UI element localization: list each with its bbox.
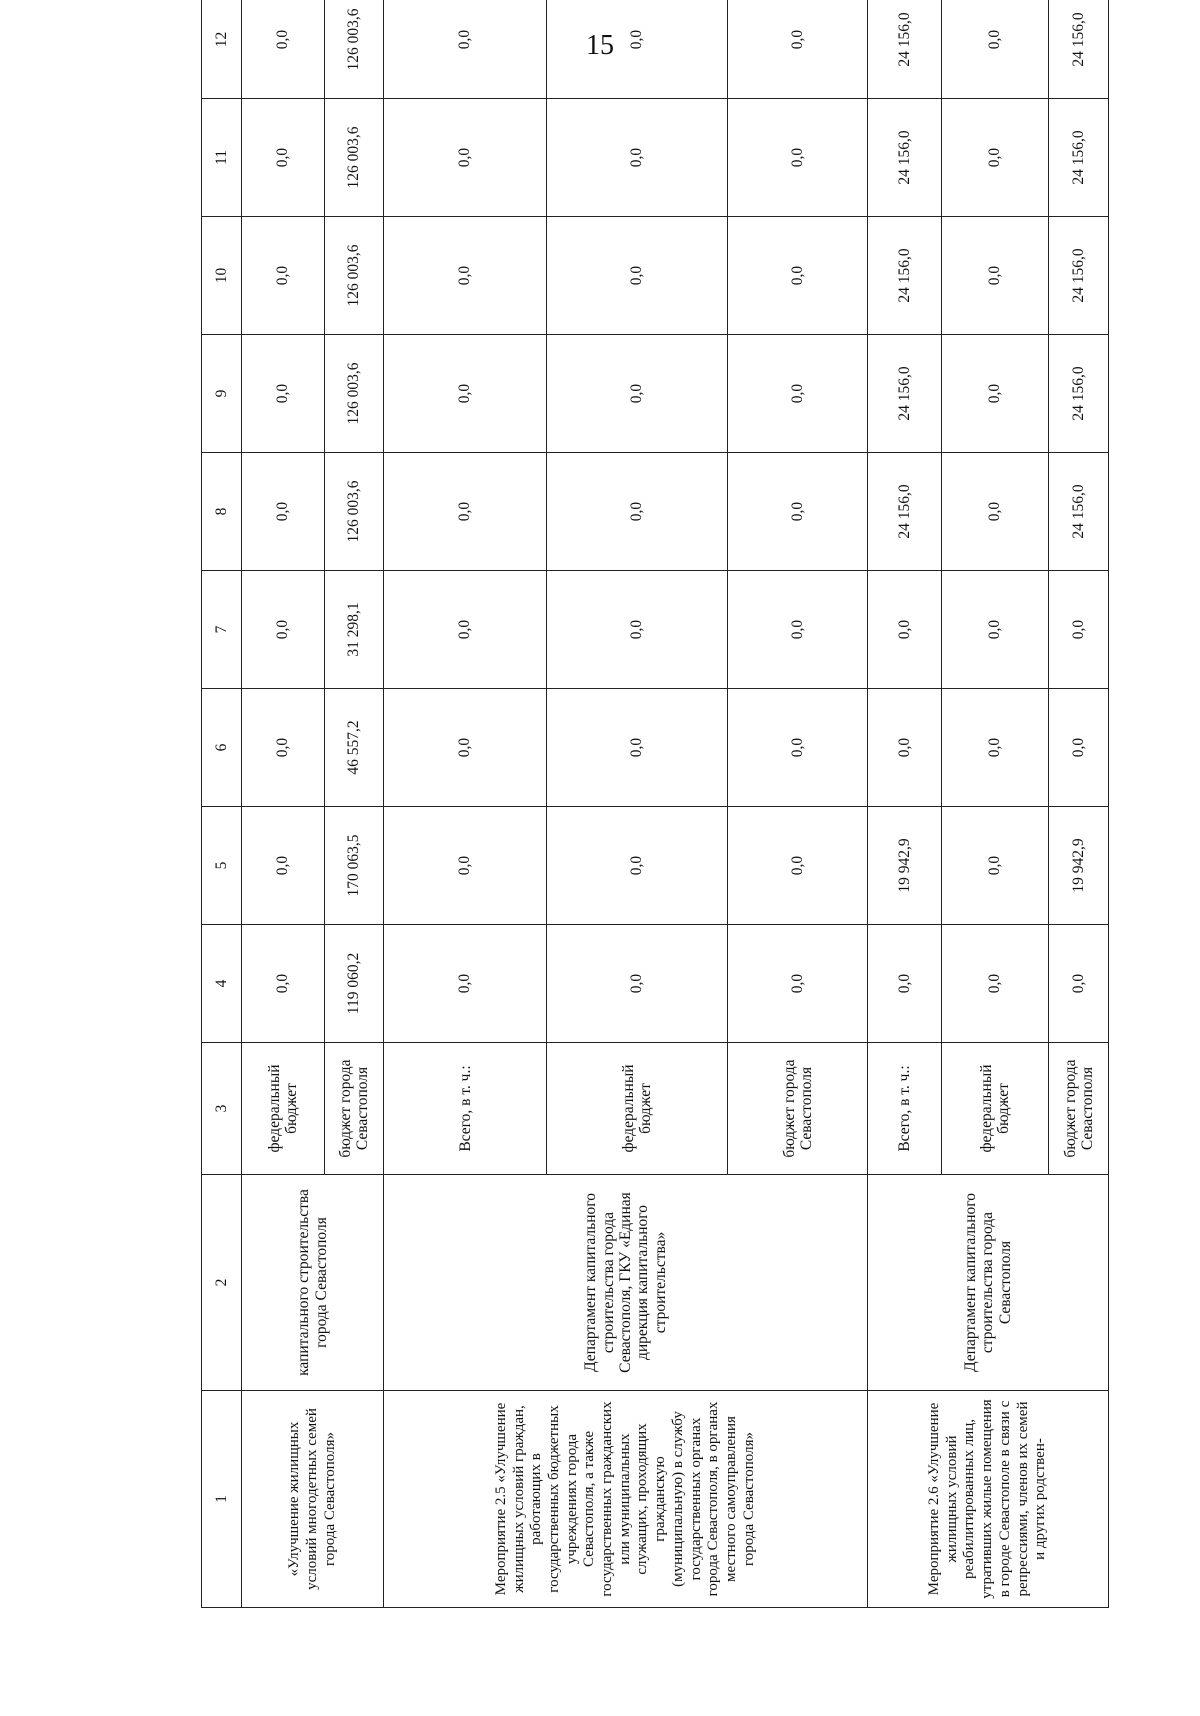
- funding-source-cell: Всего, в т. ч.:: [384, 1043, 547, 1175]
- value-cell: 126 003,6: [324, 99, 384, 217]
- value-cell: 0,0: [546, 0, 727, 99]
- value-cell: 0,0: [1049, 571, 1109, 689]
- funding-source-cell: Всего, в т. ч.:: [868, 1043, 942, 1175]
- header-cell: 7: [202, 571, 242, 689]
- value-cell: 0,0: [546, 807, 727, 925]
- value-cell: 0,0: [868, 689, 942, 807]
- value-cell: 126 003,6: [324, 335, 384, 453]
- funding-source-cell: федеральный бюджет: [942, 1043, 1049, 1175]
- value-cell: 170 063,5: [324, 807, 384, 925]
- value-cell: 24 156,0: [1049, 335, 1109, 453]
- value-cell: 119 060,2: [324, 925, 384, 1043]
- value-cell: 0,0: [384, 0, 547, 99]
- header-cell: 4: [202, 925, 242, 1043]
- value-cell: 0,0: [728, 335, 868, 453]
- value-cell: 126 003,6: [324, 453, 384, 571]
- value-cell: 0,0: [942, 217, 1049, 335]
- page-number: 15: [586, 30, 614, 61]
- value-cell: 126 003,6: [324, 217, 384, 335]
- table-row: [868, 0, 942, 1608]
- header-cell: 11: [202, 99, 242, 217]
- value-cell: 0,0: [728, 453, 868, 571]
- value-cell: 0,0: [242, 453, 324, 571]
- value-cell: 0,0: [868, 571, 942, 689]
- value-cell: 0,0: [384, 99, 547, 217]
- value-cell: 0,0: [942, 0, 1049, 99]
- table-row: [384, 0, 547, 1608]
- agency-cell: Департамент капитального строительства города Севастополя, ГКУ «Единая дирекция капитального строительства»: [384, 1175, 868, 1391]
- funding-source-cell: федеральный бюджет: [546, 1043, 727, 1175]
- value-cell: 0,0: [728, 925, 868, 1043]
- value-cell: 46 557,2: [324, 689, 384, 807]
- funding-source-cell: бюджет города Севастополя: [324, 1043, 384, 1175]
- value-cell: 0,0: [1049, 689, 1109, 807]
- funding-source-cell: федеральный бюджет: [242, 1043, 324, 1175]
- table-row: [242, 0, 324, 1608]
- header-cell: 8: [202, 453, 242, 571]
- value-cell: 0,0: [546, 99, 727, 217]
- header-cell: 5: [202, 807, 242, 925]
- header-row: [202, 0, 242, 1608]
- value-cell: 0,0: [1049, 925, 1109, 1043]
- value-cell: 0,0: [546, 335, 727, 453]
- header-cell: 12: [202, 0, 242, 99]
- budget-table: [201, 0, 1109, 1608]
- measure-name-cell: Мероприятие 2.6 «Улучшение жилищных условий реабилитированных лиц, утративших жилые помещения в городе Севастополе в связи с репрессиями, членов их семей и других родствен-: [868, 1391, 1109, 1608]
- value-cell: 0,0: [242, 689, 324, 807]
- value-cell: 0,0: [728, 0, 868, 99]
- value-cell: 126 003,6: [324, 0, 384, 99]
- value-cell: 0,0: [242, 217, 324, 335]
- value-cell: 0,0: [868, 925, 942, 1043]
- header-cell: 3: [202, 1043, 242, 1175]
- rotated-table-container: [201, 8, 1109, 1608]
- value-cell: 24 156,0: [1049, 0, 1109, 99]
- value-cell: 0,0: [384, 925, 547, 1043]
- value-cell: 0,0: [942, 99, 1049, 217]
- value-cell: 0,0: [546, 689, 727, 807]
- value-cell: 0,0: [728, 689, 868, 807]
- value-cell: 0,0: [728, 807, 868, 925]
- value-cell: 0,0: [546, 925, 727, 1043]
- value-cell: 0,0: [728, 571, 868, 689]
- header-cell: 1: [202, 1391, 242, 1608]
- header-cell: 9: [202, 335, 242, 453]
- value-cell: 0,0: [546, 571, 727, 689]
- value-cell: 24 156,0: [868, 217, 942, 335]
- funding-source-cell: бюджет города Севастополя: [1049, 1043, 1109, 1175]
- value-cell: 0,0: [384, 807, 547, 925]
- value-cell: 0,0: [242, 925, 324, 1043]
- value-cell: 0,0: [384, 571, 547, 689]
- header-cell: 6: [202, 689, 242, 807]
- value-cell: 24 156,0: [868, 99, 942, 217]
- value-cell: 0,0: [942, 335, 1049, 453]
- value-cell: 0,0: [546, 217, 727, 335]
- value-cell: 24 156,0: [1049, 217, 1109, 335]
- header-cell: 10: [202, 217, 242, 335]
- value-cell: 24 156,0: [868, 335, 942, 453]
- value-cell: 24 156,0: [868, 0, 942, 99]
- value-cell: 24 156,0: [1049, 453, 1109, 571]
- value-cell: 0,0: [942, 807, 1049, 925]
- header-cell: 2: [202, 1175, 242, 1391]
- value-cell: 0,0: [728, 99, 868, 217]
- value-cell: 24 156,0: [1049, 99, 1109, 217]
- value-cell: 0,0: [242, 335, 324, 453]
- agency-cell: Департамент капитального строительства города Севастополя: [868, 1175, 1109, 1391]
- value-cell: 0,0: [384, 453, 547, 571]
- value-cell: 19 942,9: [1049, 807, 1109, 925]
- value-cell: 0,0: [242, 99, 324, 217]
- value-cell: 0,0: [942, 453, 1049, 571]
- value-cell: 0,0: [242, 0, 324, 99]
- measure-name-cell: «Улучшение жилищных условий многодетных семей города Севастополя»: [242, 1391, 384, 1608]
- agency-cell: капитального строительства города Севастополя: [242, 1175, 384, 1391]
- value-cell: 0,0: [728, 217, 868, 335]
- value-cell: 0,0: [384, 335, 547, 453]
- value-cell: 0,0: [942, 925, 1049, 1043]
- value-cell: 24 156,0: [868, 453, 942, 571]
- value-cell: 0,0: [942, 689, 1049, 807]
- funding-source-cell: бюджет города Севастополя: [728, 1043, 868, 1175]
- value-cell: 0,0: [384, 689, 547, 807]
- value-cell: 0,0: [546, 453, 727, 571]
- value-cell: 31 298,1: [324, 571, 384, 689]
- value-cell: 0,0: [384, 217, 547, 335]
- value-cell: 0,0: [942, 571, 1049, 689]
- measure-name-cell: Мероприятие 2.5 «Улучшение жилищных условий граждан, работающих в государственных бюджетных учреждениях города Севастополя, а также государственных гражданских или муниципальных служащих, проходящих гражданскую (муниципальную) в службу государственных органах города Севастополя, в органах местного самоуправления города Севастополя»: [384, 1391, 868, 1608]
- value-cell: 0,0: [242, 571, 324, 689]
- value-cell: 19 942,9: [868, 807, 942, 925]
- value-cell: 0,0: [242, 807, 324, 925]
